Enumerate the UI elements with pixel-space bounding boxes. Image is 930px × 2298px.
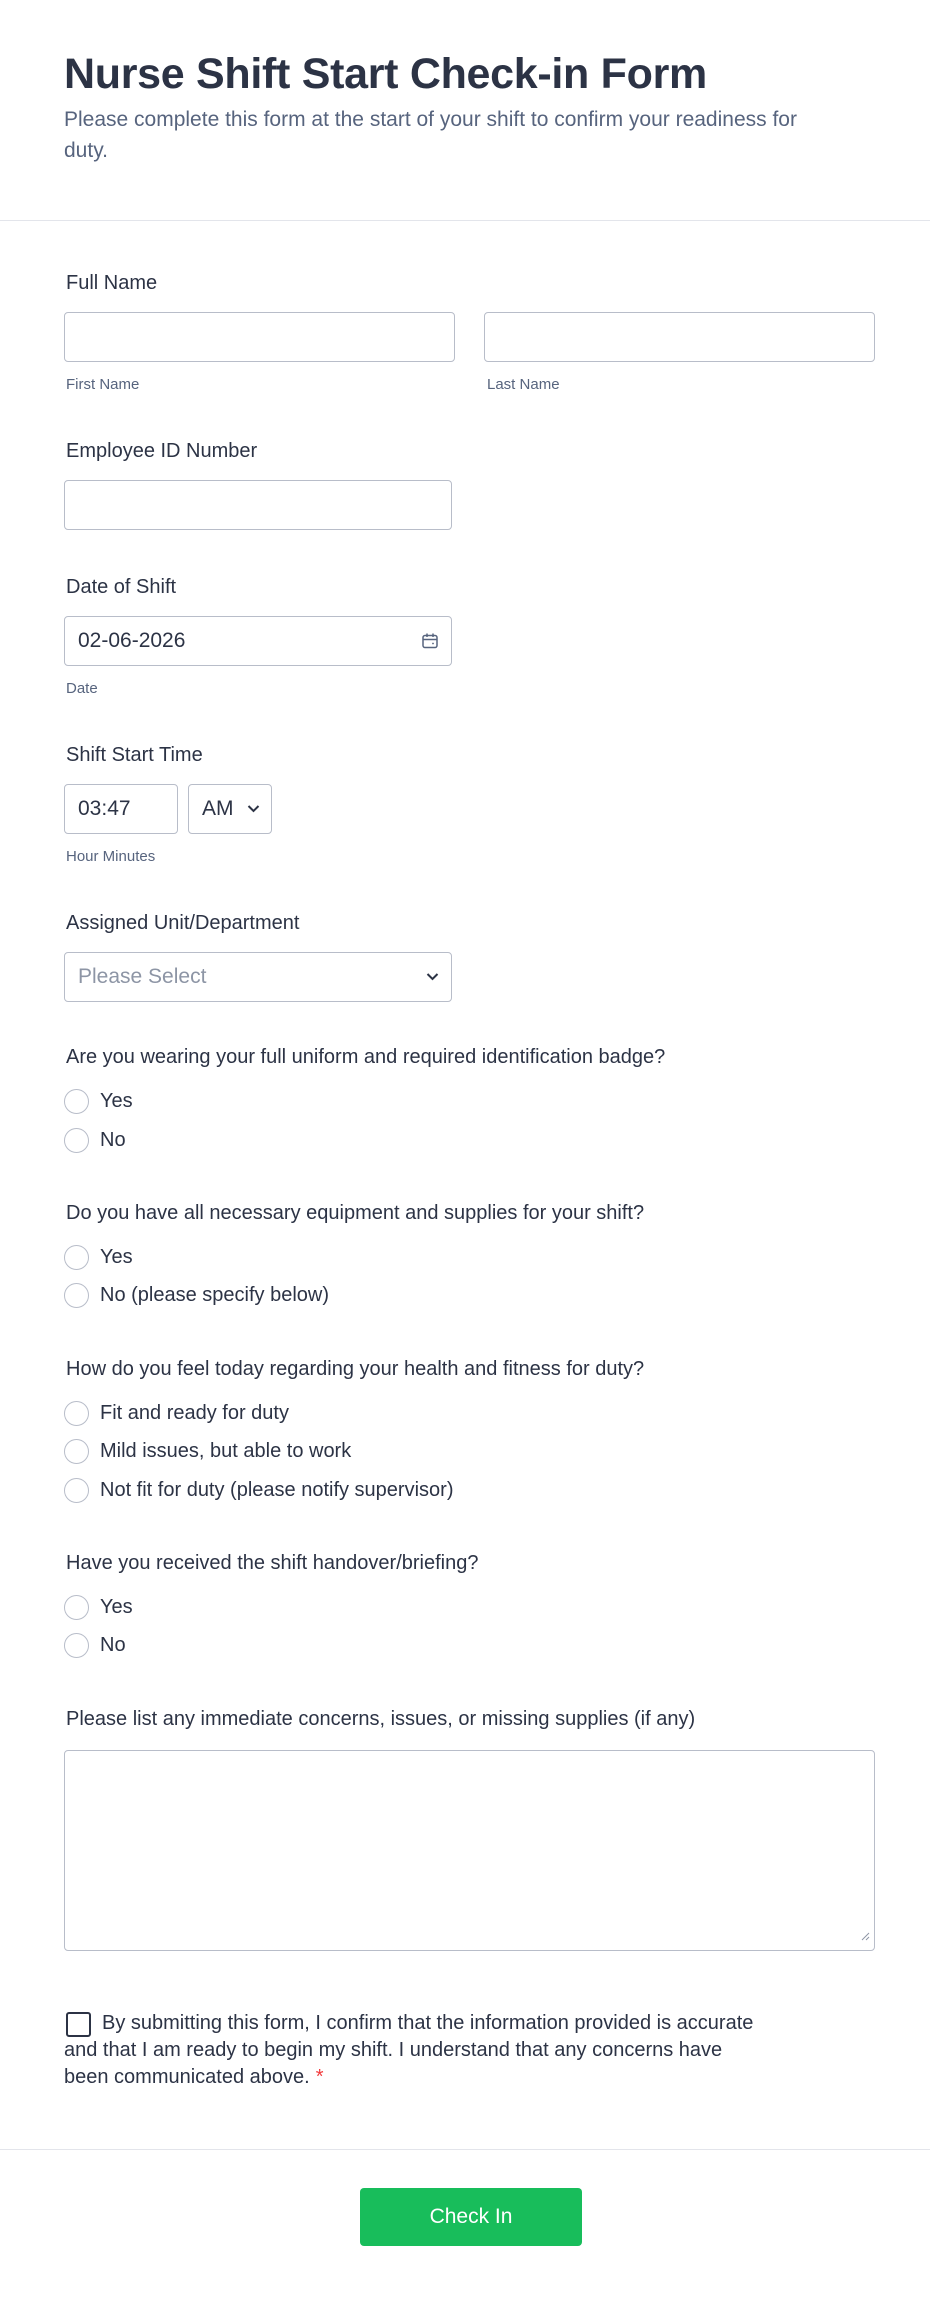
radio-button[interactable] <box>64 1245 89 1270</box>
health-option-mild[interactable]: Mild issues, but able to work <box>64 1437 351 1465</box>
ampm-select[interactable]: AM <box>188 784 272 834</box>
check-in-button[interactable]: Check In <box>360 2188 582 2246</box>
equipment-option-no[interactable]: No (please specify below) <box>64 1281 329 1309</box>
date-sublabel: Date <box>66 680 98 697</box>
equipment-option-yes[interactable]: Yes <box>64 1243 133 1271</box>
date-of-shift-input[interactable] <box>64 616 452 666</box>
date-of-shift-label: Date of Shift <box>66 576 177 598</box>
calendar-icon[interactable] <box>421 632 439 650</box>
concerns-label: Please list any immediate concerns, issues, or missing supplies (if any) <box>66 1708 696 1730</box>
last-name-input[interactable] <box>484 312 875 362</box>
radio-button[interactable] <box>64 1478 89 1503</box>
radio-button[interactable] <box>64 1401 89 1426</box>
equipment-question-label: Do you have all necessary equipment and supplies for your shift? <box>66 1202 645 1224</box>
radio-button[interactable] <box>64 1283 89 1308</box>
handover-option-no[interactable]: No <box>64 1631 126 1659</box>
uniform-option-no[interactable]: No <box>64 1126 126 1154</box>
handover-option-yes[interactable]: Yes <box>64 1593 133 1621</box>
shift-start-time-label: Shift Start Time <box>66 744 203 766</box>
resize-handle-icon[interactable] <box>861 1928 870 1946</box>
health-question-label: How do you feel today regarding your health and fitness for duty? <box>66 1358 645 1380</box>
concerns-textarea[interactable] <box>64 1750 875 1951</box>
first-name-sublabel: First Name <box>66 376 140 393</box>
form-subtitle: Please complete this form at the start of your shift to confirm your readiness for duty. <box>64 108 797 162</box>
radio-button[interactable] <box>64 1595 89 1620</box>
radio-button[interactable] <box>64 1633 89 1658</box>
form-title: Nurse Shift Start Check-in Form <box>64 50 707 98</box>
uniform-question-label: Are you wearing your full uniform and required identification badge? <box>66 1046 666 1068</box>
first-name-input[interactable] <box>64 312 455 362</box>
employee-id-input[interactable] <box>64 480 452 530</box>
unit-select[interactable]: Please Select <box>64 952 452 1002</box>
time-input[interactable]: 03:47 <box>64 784 178 834</box>
chevron-down-icon <box>247 805 260 814</box>
last-name-sublabel: Last Name <box>487 376 560 393</box>
health-option-not-fit[interactable]: Not fit for duty (please notify supervisor) <box>64 1476 453 1504</box>
time-sublabel: Hour Minutes <box>66 848 156 865</box>
employee-id-label: Employee ID Number <box>66 440 258 462</box>
handover-question-label: Have you received the shift handover/briefing? <box>66 1552 479 1574</box>
date-value: 02-06-2026 <box>78 629 186 652</box>
health-option-fit[interactable]: Fit and ready for duty <box>64 1399 289 1427</box>
radio-button[interactable] <box>64 1439 89 1464</box>
full-name-label: Full Name <box>66 272 158 294</box>
radio-button[interactable] <box>64 1089 89 1114</box>
form-header <box>0 0 930 221</box>
footer-divider <box>0 2149 930 2150</box>
uniform-option-yes[interactable]: Yes <box>64 1087 133 1115</box>
consent-text: By submitting this form, I confirm that the information provided is accurate and that I am ready to begin my shift. I understand that any concerns have been communicated above. * <box>64 2012 754 2088</box>
required-mark: * <box>315 2066 324 2088</box>
unit-label: Assigned Unit/Department <box>66 912 300 934</box>
chevron-down-icon <box>426 973 439 982</box>
radio-button[interactable] <box>64 1128 89 1153</box>
